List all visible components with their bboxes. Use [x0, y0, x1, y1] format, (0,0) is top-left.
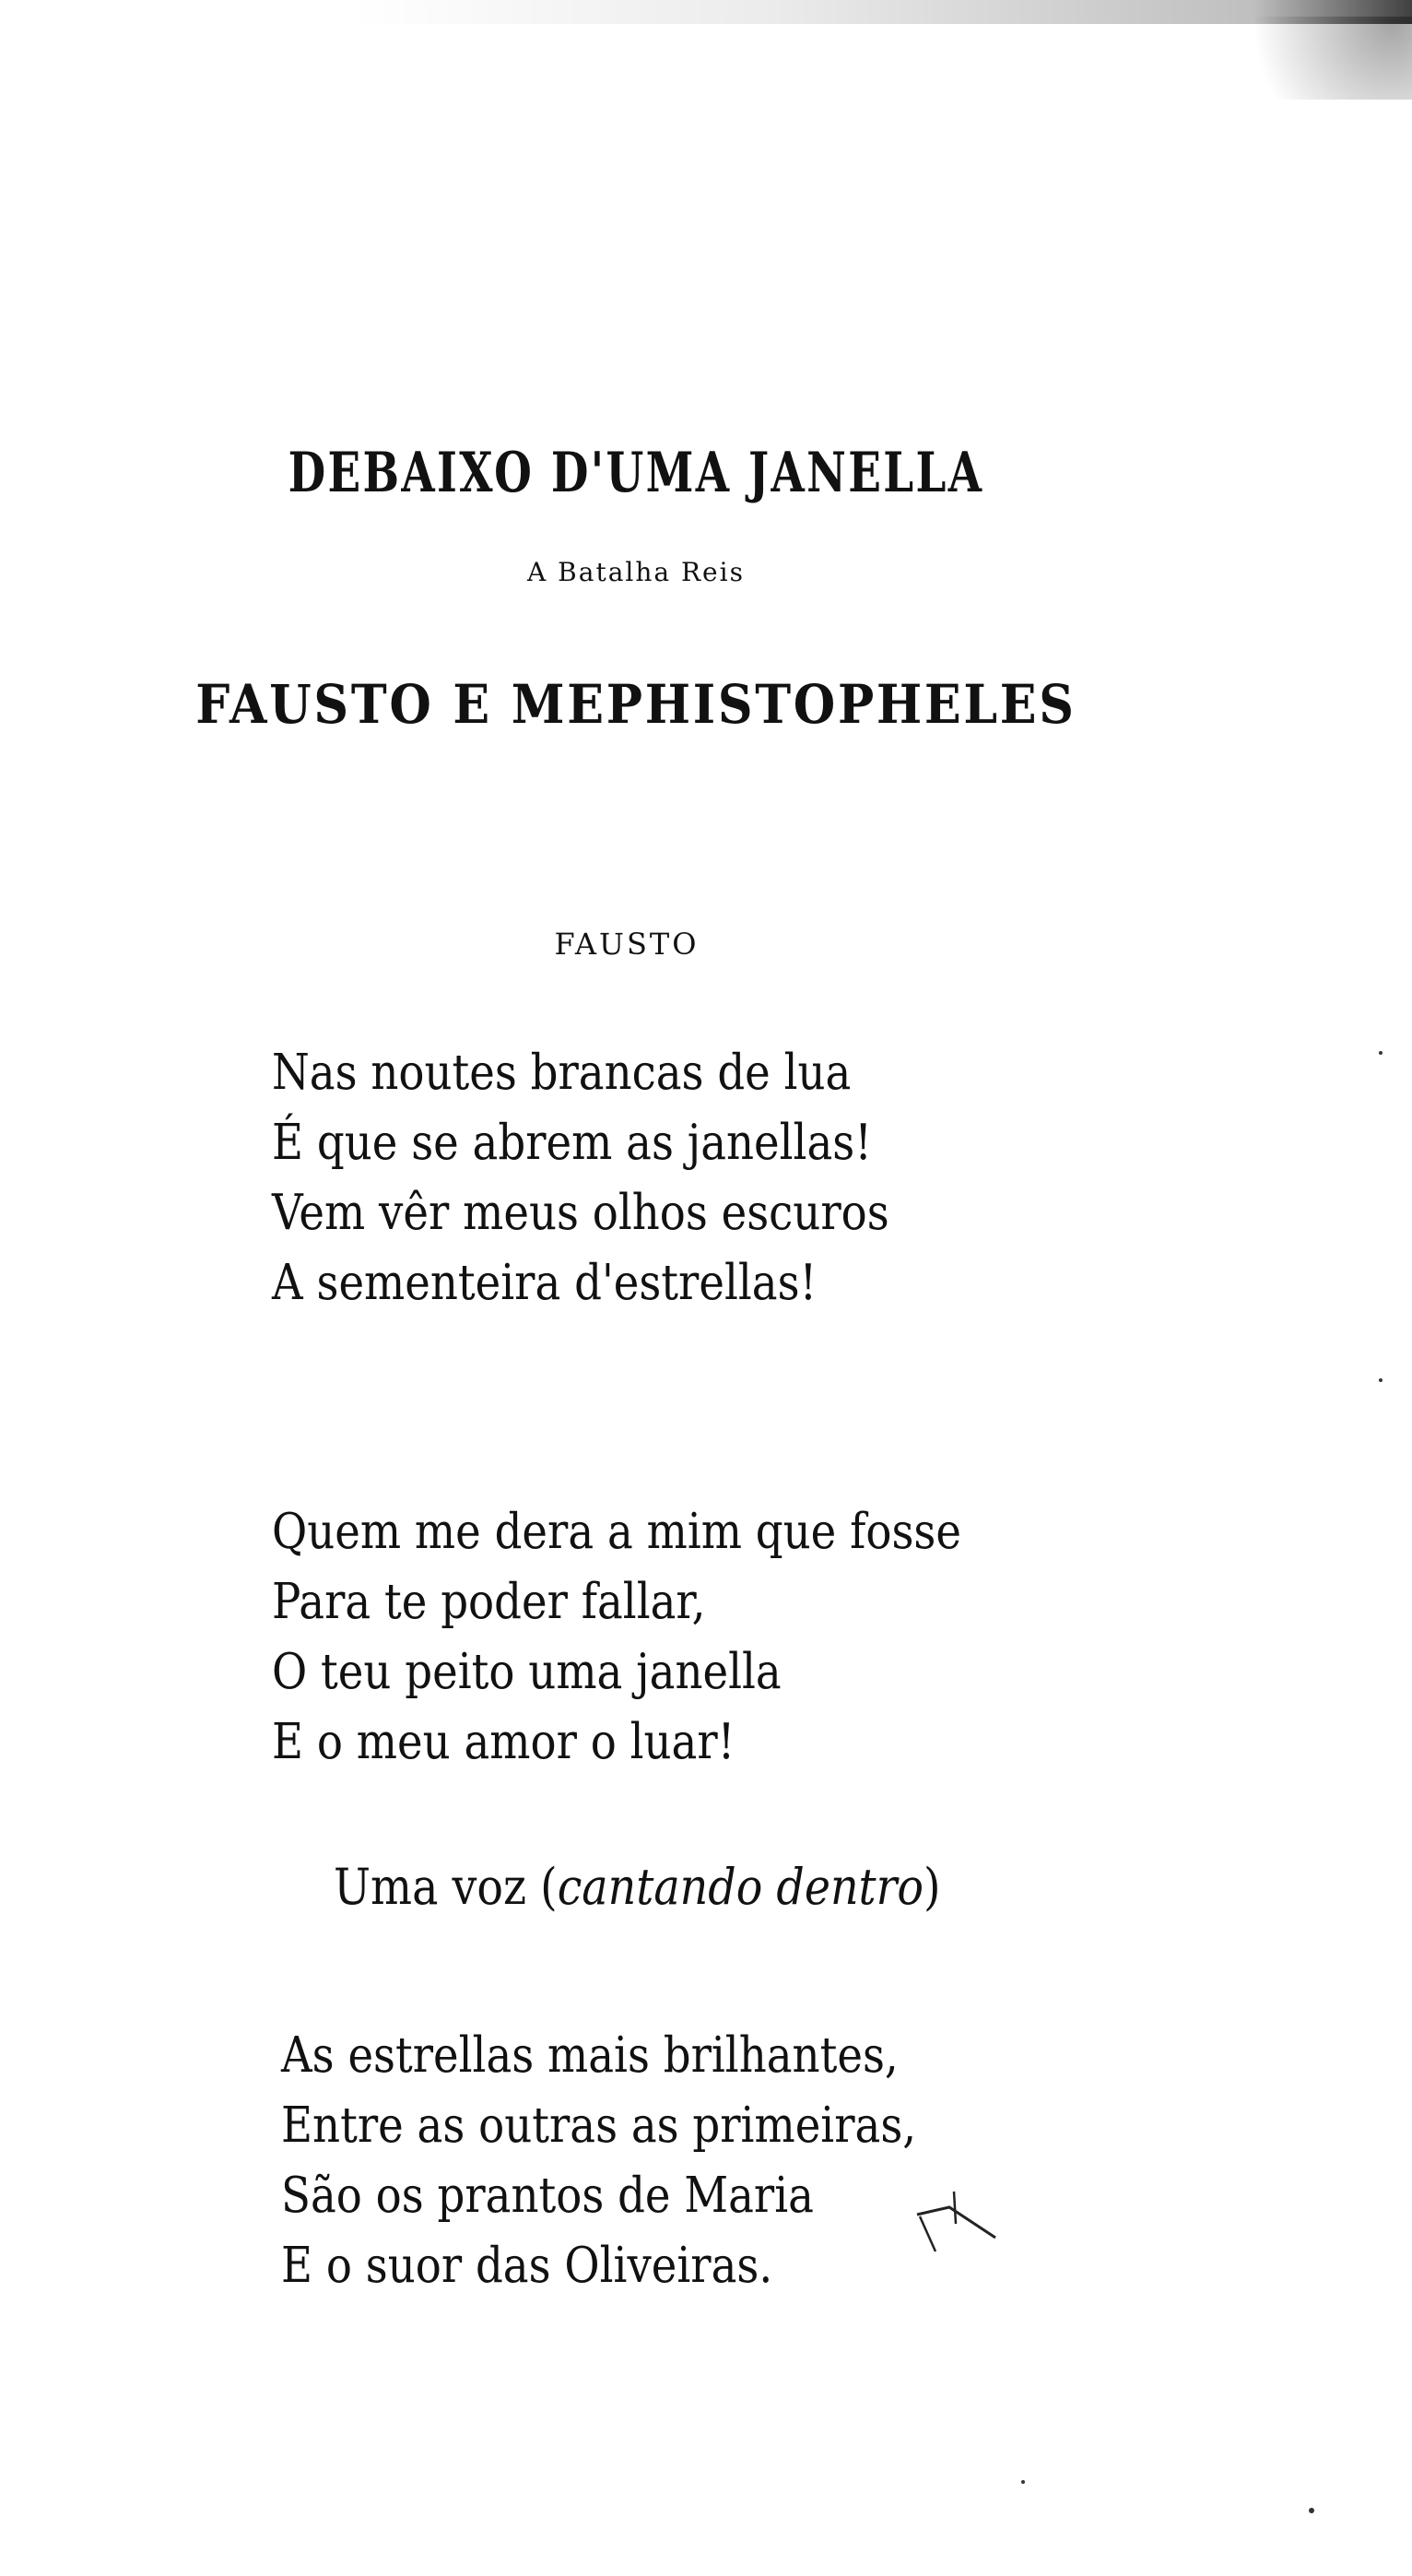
scan-speck [1021, 2480, 1025, 2484]
scan-speck [1379, 1378, 1383, 1382]
stanza-1 [272, 1038, 889, 1318]
dedication: A Batalha Reis [527, 557, 745, 587]
verse-line: Entre as outras as primeiras, [281, 2097, 917, 2154]
scan-speck [1309, 2508, 1314, 2513]
verse-line: São os prantos de Maria [281, 2168, 814, 2224]
stanza-3 [281, 2021, 916, 2301]
verse-line: Vem vêr meus olhos escuros [272, 1185, 889, 1241]
verse-line: E o suor das Oliveiras. [281, 2238, 773, 2294]
stage-direction-italic: cantando dentro [557, 1858, 924, 1916]
verse-line: O teu peito uma janella [272, 1644, 782, 1700]
verse-line: Para te poder fallar, [272, 1574, 706, 1630]
section-title: FAUSTO E MEPHISTOPHELES [195, 673, 1077, 736]
verse-line: As estrellas mais brilhantes, [281, 2027, 899, 2084]
stanza-2 [272, 1497, 961, 1778]
verse-line: E o meu amor o luar! [272, 1714, 735, 1770]
scan-speck [1379, 1051, 1383, 1055]
verse-line: É que se abrem as janellas! [272, 1115, 872, 1171]
stage-direction-suffix: ) [923, 1858, 941, 1916]
stage-direction-prefix: Uma voz ( [334, 1858, 558, 1916]
scan-edge-noise [1209, 17, 1412, 100]
verse-line: Nas noutes brancas de lua [272, 1045, 852, 1101]
stage-direction [334, 1858, 941, 1916]
verse-line: A sementeira d'estrellas! [272, 1255, 818, 1311]
speaker-name: FAUSTO [554, 927, 700, 962]
verse-line: Quem me dera a mim que fosse [272, 1504, 961, 1560]
pen-mark-icon [912, 2187, 1000, 2270]
poem-title: DEBAIXO D'UMA JANELLA [288, 441, 984, 505]
